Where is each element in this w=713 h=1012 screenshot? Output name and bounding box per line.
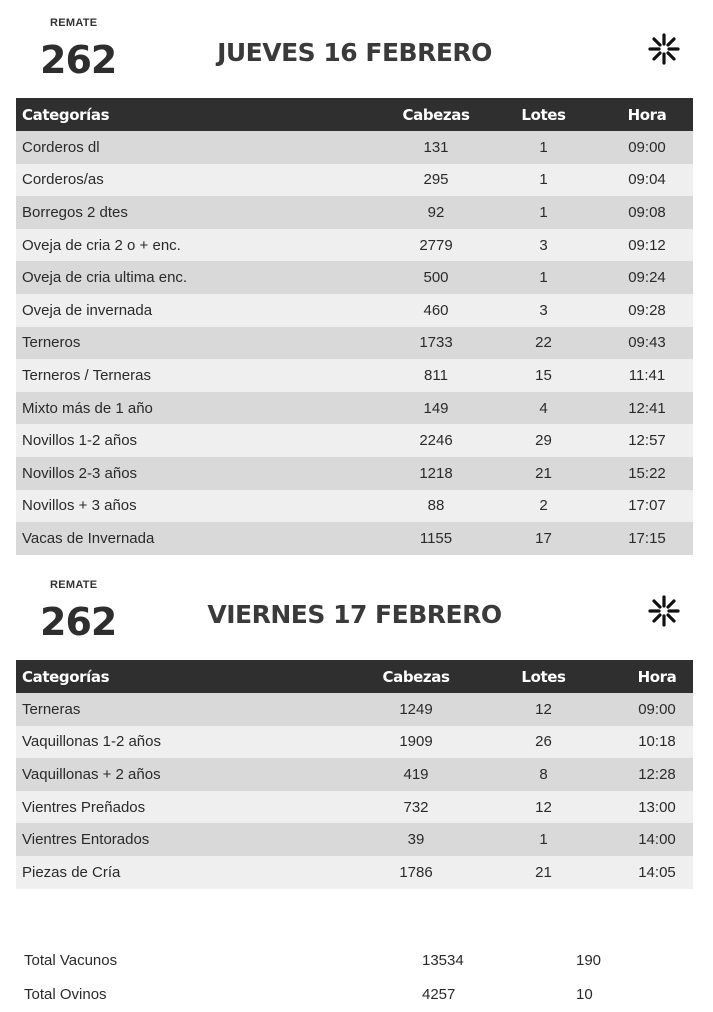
- table-row: [16, 758, 693, 791]
- cell-hora: 09:24: [601, 261, 693, 294]
- cell-lotes: 1: [486, 164, 601, 197]
- cell-categoria: Vacas de Invernada: [16, 522, 386, 555]
- table-row: [16, 726, 693, 759]
- total-row-ovinos: [24, 978, 624, 1012]
- col-header-lotes: Lotes: [466, 660, 621, 693]
- table-row: [16, 392, 693, 425]
- cell-lotes: 4: [486, 392, 601, 425]
- day-title: VIERNES 17 FEBRERO: [207, 600, 502, 629]
- table-row: [16, 294, 693, 327]
- cell-categoria: Vaquillonas + 2 años: [16, 758, 366, 791]
- cell-cabezas: 295: [386, 164, 486, 197]
- cell-categoria: Vientres Preñados: [16, 791, 366, 824]
- cell-lotes: 15: [486, 359, 601, 392]
- cell-categoria: Terneros / Terneras: [16, 359, 386, 392]
- cell-categoria: Novillos 2-3 años: [16, 457, 386, 490]
- cell-categoria: Corderos dl: [16, 131, 386, 164]
- cell-lotes: 1: [486, 196, 601, 229]
- cell-cabezas: 1909: [366, 726, 466, 759]
- cell-hora: 10:18: [621, 726, 693, 759]
- table-header-row: [16, 660, 693, 693]
- cell-categoria: Borregos 2 dtes: [16, 196, 386, 229]
- col-header-hora: Hora: [621, 660, 693, 693]
- remate-label: REMATE: [50, 579, 98, 591]
- cell-categoria: Oveja de invernada: [16, 294, 386, 327]
- snowflake-star-icon: [647, 32, 681, 66]
- cell-hora: 09:00: [621, 693, 693, 726]
- cell-categoria: Terneros: [16, 327, 386, 360]
- cell-hora: 09:08: [601, 196, 693, 229]
- cell-lotes: 21: [486, 457, 601, 490]
- cell-cabezas: 500: [386, 261, 486, 294]
- cell-categoria: Mixto más de 1 año: [16, 392, 386, 425]
- cell-lotes: 26: [466, 726, 621, 759]
- cell-categoria: Oveja de cria ultima enc.: [16, 261, 386, 294]
- cell-cabezas: 1786: [366, 856, 466, 889]
- cell-lotes: 1: [486, 261, 601, 294]
- table-row: [16, 490, 693, 523]
- snowflake-star-icon: [647, 594, 681, 628]
- cell-cabezas: 1155: [386, 522, 486, 555]
- cell-categoria: Oveja de cria 2 o + enc.: [16, 229, 386, 262]
- table-row: [16, 457, 693, 490]
- auction-section-thursday: [16, 0, 693, 555]
- cell-lotes: 12: [466, 693, 621, 726]
- table-header-row: [16, 98, 693, 131]
- cell-cabezas: 1249: [366, 693, 466, 726]
- col-header-categorias: Categorías: [16, 660, 366, 693]
- cell-categoria: Novillos + 3 años: [16, 490, 386, 523]
- table-row: [16, 261, 693, 294]
- cell-cabezas: 39: [366, 823, 466, 856]
- table-row: [16, 359, 693, 392]
- cell-hora: 17:15: [601, 522, 693, 555]
- table-row: [16, 693, 693, 726]
- remate-label: REMATE: [50, 17, 98, 29]
- cell-lotes: 12: [466, 791, 621, 824]
- cell-cabezas: 92: [386, 196, 486, 229]
- cell-cabezas: 149: [386, 392, 486, 425]
- cell-lotes: 2: [486, 490, 601, 523]
- cell-categoria: Terneras: [16, 693, 366, 726]
- table-row: [16, 327, 693, 360]
- cell-cabezas: 419: [366, 758, 466, 791]
- table-row: [16, 196, 693, 229]
- cell-hora: 09:04: [601, 164, 693, 197]
- remate-number: 262: [40, 600, 117, 644]
- schedule-table: [16, 660, 693, 889]
- totals-block: [24, 944, 624, 1012]
- table-row: [16, 131, 693, 164]
- total-label: Total Ovinos: [24, 986, 107, 1003]
- cell-categoria: Vaquillonas 1-2 años: [16, 726, 366, 759]
- total-heads: 4257: [422, 986, 456, 1003]
- cell-hora: 12:41: [601, 392, 693, 425]
- total-heads: 13534: [422, 952, 464, 969]
- total-lots: 10: [576, 986, 593, 1003]
- auction-header: [16, 562, 693, 660]
- cell-hora: 09:43: [601, 327, 693, 360]
- remate-number: 262: [40, 38, 117, 82]
- cell-hora: 13:00: [621, 791, 693, 824]
- cell-cabezas: 1218: [386, 457, 486, 490]
- cell-categoria: Corderos/as: [16, 164, 386, 197]
- col-header-categorias: Categorías: [16, 98, 386, 131]
- cell-lotes: 1: [486, 131, 601, 164]
- cell-categoria: Piezas de Cría: [16, 856, 366, 889]
- day-title: JUEVES 16 FEBRERO: [217, 38, 492, 67]
- total-label: Total Vacunos: [24, 952, 118, 969]
- cell-cabezas: 88: [386, 490, 486, 523]
- cell-lotes: 3: [486, 294, 601, 327]
- cell-cabezas: 2246: [386, 424, 486, 457]
- total-row-vacunos: [24, 944, 624, 978]
- cell-hora: 14:05: [621, 856, 693, 889]
- cell-lotes: 22: [486, 327, 601, 360]
- table-row: [16, 229, 693, 262]
- table-row: [16, 856, 693, 889]
- cell-hora: 17:07: [601, 490, 693, 523]
- col-header-lotes: Lotes: [486, 98, 601, 131]
- cell-cabezas: 131: [386, 131, 486, 164]
- table-row: [16, 823, 693, 856]
- cell-categoria: Novillos 1-2 años: [16, 424, 386, 457]
- cell-hora: 12:28: [621, 758, 693, 791]
- cell-categoria: Vientres Entorados: [16, 823, 366, 856]
- col-header-cabezas: Cabezas: [386, 98, 486, 131]
- cell-hora: 14:00: [621, 823, 693, 856]
- cell-hora: 09:12: [601, 229, 693, 262]
- cell-cabezas: 811: [386, 359, 486, 392]
- auction-section-friday: [16, 562, 693, 889]
- cell-lotes: 8: [466, 758, 621, 791]
- cell-lotes: 17: [486, 522, 601, 555]
- cell-lotes: 3: [486, 229, 601, 262]
- cell-cabezas: 460: [386, 294, 486, 327]
- cell-cabezas: 1733: [386, 327, 486, 360]
- cell-cabezas: 732: [366, 791, 466, 824]
- col-header-cabezas: Cabezas: [366, 660, 466, 693]
- col-header-hora: Hora: [601, 98, 693, 131]
- table-row: [16, 164, 693, 197]
- cell-hora: 12:57: [601, 424, 693, 457]
- cell-hora: 09:28: [601, 294, 693, 327]
- table-row: [16, 522, 693, 555]
- schedule-table: [16, 98, 693, 555]
- table-row: [16, 424, 693, 457]
- table-row: [16, 791, 693, 824]
- cell-hora: 09:00: [601, 131, 693, 164]
- total-lots: 190: [576, 952, 602, 969]
- cell-hora: 11:41: [601, 359, 693, 392]
- cell-lotes: 1: [466, 823, 621, 856]
- auction-header: [16, 0, 693, 98]
- cell-cabezas: 2779: [386, 229, 486, 262]
- cell-lotes: 21: [466, 856, 621, 889]
- cell-hora: 15:22: [601, 457, 693, 490]
- cell-lotes: 29: [486, 424, 601, 457]
